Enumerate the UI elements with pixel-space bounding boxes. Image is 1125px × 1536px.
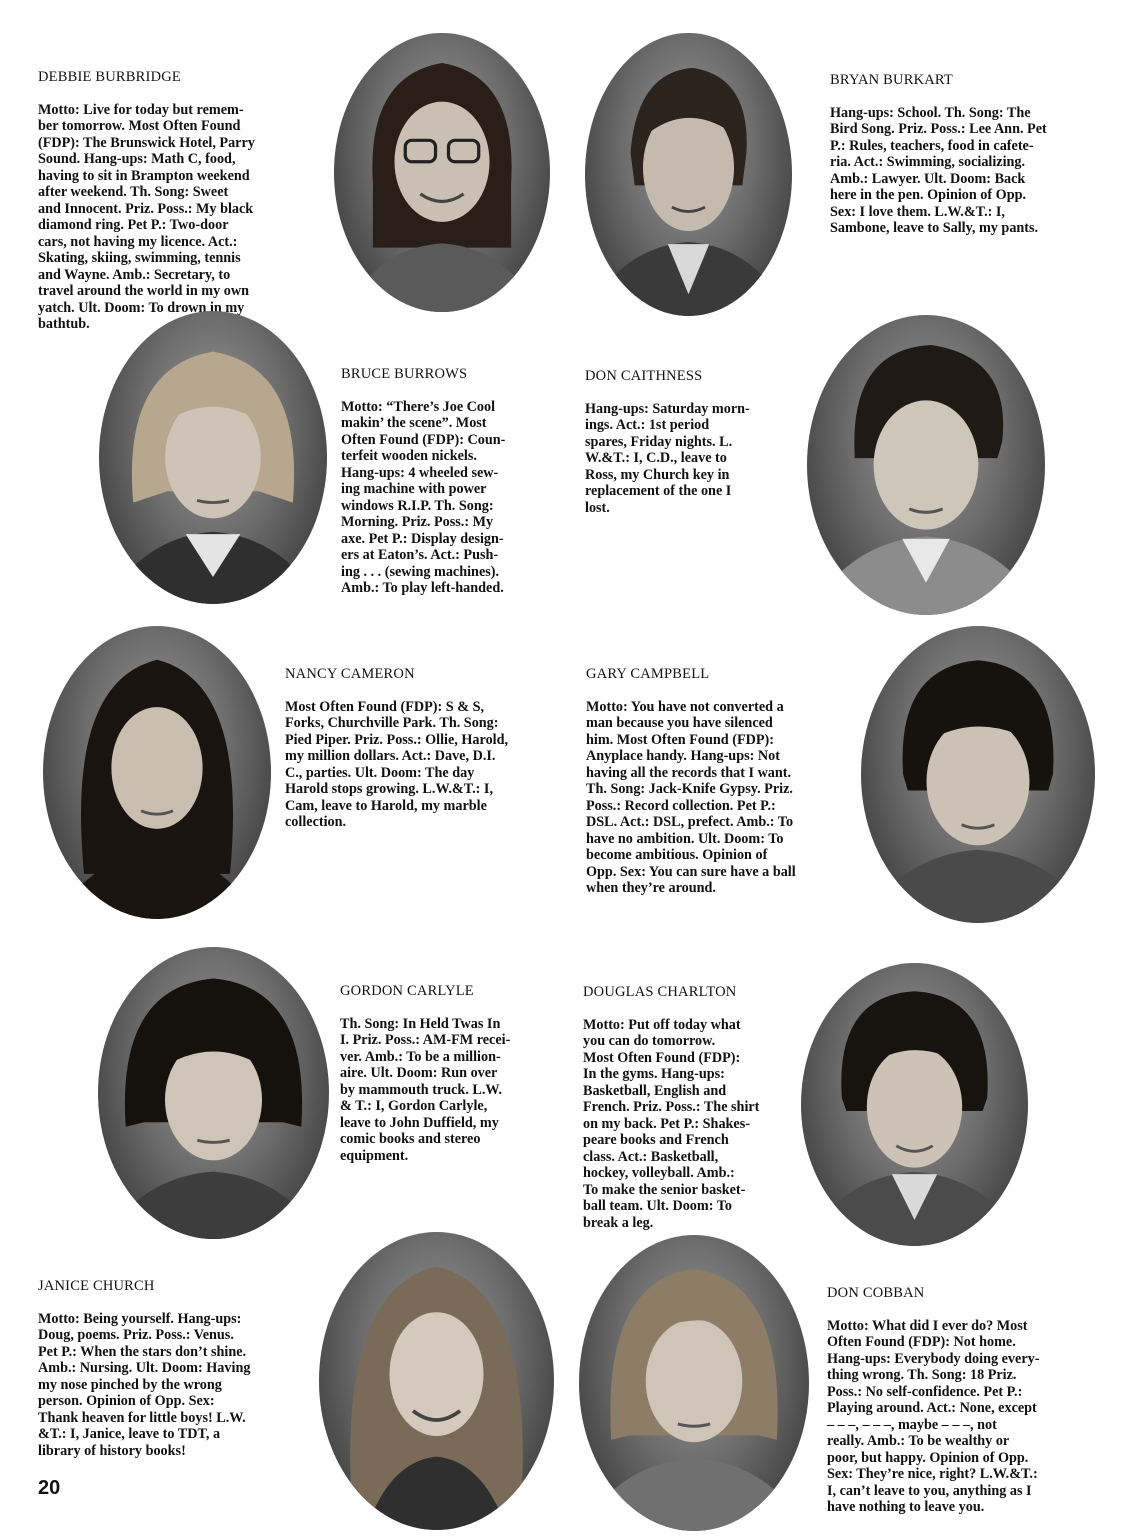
student-bio: Motto: Being yourself. Hang-ups: Doug, poems. Priz. Poss.: Venus. Pet P.: When the stars don’t shine. Amb.: Nursing. Ult. Doom: Having my nose pinched by the wrong person. Opinion of Opp. Sex: Thank heaven for little boys! L.W. &T.: I, Janice, leave to TDT, a library of history books! bbox=[38, 1310, 251, 1459]
student-name: JANICE CHURCH bbox=[38, 1277, 155, 1294]
student-name: DOUGLAS CHARLTON bbox=[583, 983, 737, 1000]
portrait-photo bbox=[801, 963, 1028, 1246]
student-name: DON COBBAN bbox=[827, 1284, 925, 1301]
student-bio: Hang-ups: Saturday morn- ings. Act.: 1st period spares, Friday nights. L. W.&T.: I, C.D., leave to Ross, my Church key in replacement of the one I lost. bbox=[585, 400, 750, 516]
portrait-photo bbox=[334, 33, 550, 312]
student-bio: Th. Song: In Held Twas In I. Priz. Poss.: AM-FM recei- ver. Amb.: To be a million- aire. Ult. Doom: Run over by mammouth truck. L.W. & T.: I, Gordon Carlyle, leave to John Duffield, my comic books and stereo equipment. bbox=[340, 1015, 511, 1164]
entry-janice-church bbox=[38, 1261, 318, 1476]
entry-douglas-charlton bbox=[583, 967, 803, 1248]
entry-debbie-burbridge bbox=[38, 52, 328, 349]
entry-bruce-burrows bbox=[341, 349, 561, 613]
page-number: 20 bbox=[38, 1477, 61, 1499]
student-bio: Motto: Put off today what you can do tomorrow. Most Often Found (FDP): In the gyms. Hang-ups: Basketball, English and French. Priz. Poss.: The shirt on my back. Pet P.: Shakes- peare books and French class. Act.: Basketball, hockey, volleyball. Amb.: To make the senior basket- ball team. Ult. Doom: To break a leg. bbox=[583, 1016, 760, 1231]
student-name: GORDON CARLYLE bbox=[340, 982, 474, 999]
student-bio: Hang-ups: School. Th. Song: The Bird Song. Priz. Poss.: Lee Ann. Pet P.: Rules, teachers, food in cafete- ria. Act.: Swimming, socializing. Amb.: Lawyer. Ult. Doom: Back here in the pen. Opinion of Opp. Sex: I love them. L.W.&T.: I, Sambone, leave to Sally, my pants. bbox=[830, 104, 1047, 236]
entry-bryan-burkart bbox=[830, 55, 1110, 253]
student-bio: Motto: “There’s Joe Cool makin’ the scene”. Most Often Found (FDP): Coun- terfeit wooden nickels. Hang-ups: 4 wheeled sew- ing machine with power windows R.I.P. Th. Song: Morning. Priz. Poss.: My axe. Pet P.: Display design- ers at Eaton’s. Act.: Push- ing . . . (sewing machines). Amb.: To play left-handed. bbox=[341, 398, 506, 596]
portrait-photo bbox=[807, 315, 1045, 615]
portrait-photo bbox=[319, 1232, 554, 1530]
student-name: NANCY CAMERON bbox=[285, 665, 415, 682]
student-bio: Most Often Found (FDP): S & S, Forks, Churchville Park. Th. Song: Pied Piper. Priz. Poss.: Ollie, Harold, my million dollars. Act.: Dave, D.I. C., parties. Ult. Doom: The day Harold stops growing. L.W.&T.: I, Cam, leave to Harold, my marble collection. bbox=[285, 698, 509, 830]
student-name: GARY CAMPBELL bbox=[586, 665, 710, 682]
student-bio: Motto: Live for today but remem- ber tomorrow. Most Often Found (FDP): The Brunswick Hotel, Parry Sound. Hang-ups: Math C, food, having to sit in Brampton weekend after weekend. Th. Song: Sweet and Innocent. Priz. Poss.: My black diamond ring. Pet P.: Two-door cars, not having my licence. Act.: Skating, skiing, swimming, tennis and Wayne. Amb.: Secretary, to travel around the world in my own yatch. Ult. Doom: To drown in my bathtub. bbox=[38, 101, 255, 332]
student-name: BRUCE BURROWS bbox=[341, 365, 468, 382]
portrait-photo bbox=[43, 626, 271, 919]
entry-gary-campbell bbox=[586, 649, 866, 913]
portrait-photo bbox=[99, 311, 327, 604]
entry-gordon-carlyle bbox=[340, 966, 560, 1181]
portrait-photo bbox=[861, 626, 1095, 923]
student-name: DEBBIE BURBRIDGE bbox=[38, 68, 181, 85]
student-bio: Motto: You have not converted a man because you have silenced him. Most Often Found (FDP): Anyplace handy. Hang-ups: Not having all the records that I want. Th. Song: Jack-Knife Gypsy. Priz. Poss.: Record collection. Pet P.: DSL. Act.: DSL, prefect. Amb.: To have no ambition. Ult. Doom: To become ambitious. Opinion of Opp. Sex: You can sure have a ball when they’re around. bbox=[586, 698, 796, 896]
portrait-photo bbox=[579, 1235, 809, 1531]
portrait-photo bbox=[98, 947, 329, 1239]
entry-don-caithness bbox=[585, 351, 795, 533]
student-name: DON CAITHNESS bbox=[585, 367, 703, 384]
entry-don-cobban bbox=[827, 1268, 1107, 1532]
student-bio: Motto: What did I ever do? Most Often Found (FDP): Not home. Hang-ups: Everybody doing every- thing wrong. Th. Song: 18 Priz. Poss.: No self-confidence. Pet P.: Playing around. Act.: None, except – – –, – – –, maybe – – –, not really. Amb.: To be wealthy or poor, but happy. Opinion of Opp. Sex: They’re nice, right? L.W.&T.: I, can’t leave to you, anything as I have nothing to leave you. bbox=[827, 1317, 1040, 1515]
student-name: BRYAN BURKART bbox=[830, 71, 953, 88]
portrait-photo bbox=[585, 33, 792, 316]
entry-nancy-cameron bbox=[285, 649, 565, 847]
